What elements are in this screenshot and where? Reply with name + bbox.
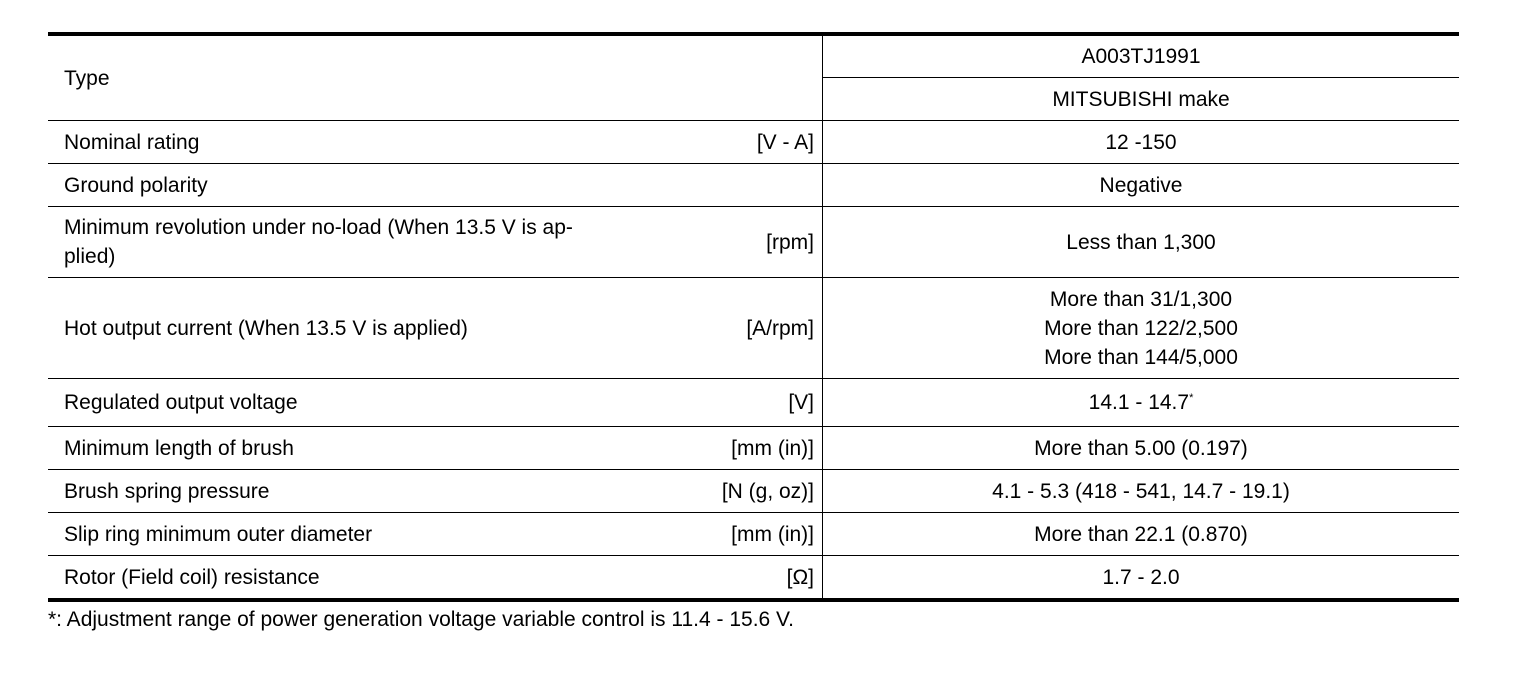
row-value: Less than 1,300: [823, 207, 1460, 278]
row-label: Brush spring pressure: [48, 470, 664, 513]
row-value: 4.1 - 5.3 (418 - 541, 14.7 - 19.1): [823, 470, 1460, 513]
row-value-line: More than 122/2,500: [1044, 316, 1238, 340]
type-model-number: A003TJ1991: [1081, 45, 1201, 68]
type-label: Type: [48, 34, 823, 121]
row-label: Minimum length of brush: [48, 427, 664, 470]
row-unit: [A/rpm]: [664, 278, 823, 379]
row-value: 12 -150: [823, 121, 1460, 164]
row-value: [823, 379, 1460, 427]
row-unit: [V - A]: [664, 121, 823, 164]
row-value: Negative: [823, 164, 1460, 207]
row-unit: [rpm]: [664, 207, 823, 278]
row-value-line: More than 144/5,000: [1044, 345, 1238, 369]
row-label: Nominal rating: [48, 121, 664, 164]
row-value-line: More than 31/1,300: [1049, 287, 1233, 311]
table-row: [48, 556, 1459, 601]
row-label: Regulated output voltage: [48, 379, 664, 427]
row-unit: [V]: [664, 379, 823, 427]
row-value-text: 14.1 - 14.7: [1088, 391, 1190, 414]
table-row: [48, 470, 1459, 513]
row-label: Ground polarity: [48, 164, 664, 207]
row-label-line: plied): [64, 245, 116, 268]
footnote: *: Adjustment range of power generation voltage variable control is 11.4 - 15.6 V.: [48, 608, 794, 631]
table-row: [48, 164, 1459, 207]
row-unit: [Ω]: [664, 556, 823, 601]
row-unit: [664, 164, 823, 207]
type-manufacturer: MITSUBISHI make: [823, 78, 1460, 121]
row-label-line: Minimum revolution under no-load (When 13.5 V is ap-: [64, 216, 573, 239]
footnote-marker: *: [1189, 392, 1194, 404]
table-row: [48, 379, 1459, 427]
row-unit: [N (g, oz)]: [664, 470, 823, 513]
row-label: Slip ring minimum outer diameter: [48, 513, 664, 556]
table-row: [48, 513, 1459, 556]
row-unit: [mm (in)]: [664, 427, 823, 470]
row-label: Hot output current (When 13.5 V is applied): [48, 278, 664, 379]
row-unit: [mm (in)]: [664, 513, 823, 556]
row-label: Rotor (Field coil) resistance: [48, 556, 664, 601]
row-label: [48, 207, 664, 278]
table-row: [48, 278, 1459, 379]
table-row: [48, 427, 1459, 470]
row-value: More than 5.00 (0.197): [823, 427, 1460, 470]
row-value: [823, 278, 1460, 379]
table-row-type: [48, 34, 1459, 78]
table-row: [48, 121, 1459, 164]
specification-table: [48, 32, 1459, 602]
row-value: 1.7 - 2.0: [823, 556, 1460, 601]
row-value: More than 22.1 (0.870): [823, 513, 1460, 556]
table-row: [48, 207, 1459, 278]
